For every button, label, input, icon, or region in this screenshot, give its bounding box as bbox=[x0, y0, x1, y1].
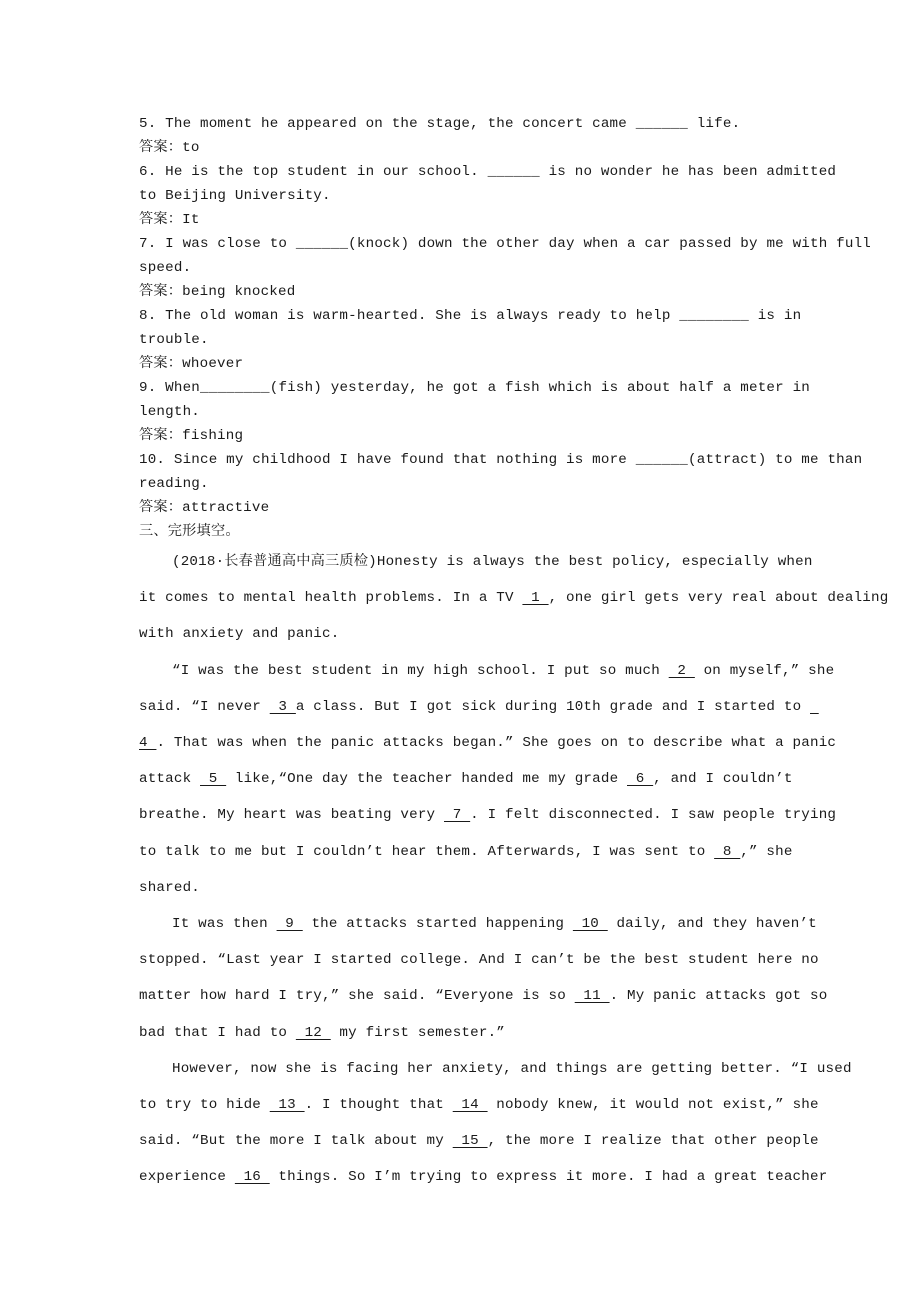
answer-value: attractive bbox=[182, 500, 270, 516]
question-8 bbox=[139, 306, 801, 326]
answer-value: to bbox=[182, 140, 200, 156]
question-text: is in bbox=[749, 308, 802, 324]
passage-text: daily, and they haven’t bbox=[607, 916, 817, 932]
passage-text: , and I couldn’t bbox=[653, 771, 793, 788]
passage-text: things. So I’m trying to express it more. I had a great teacher bbox=[269, 1169, 828, 1186]
blank: ______ bbox=[295, 236, 349, 252]
passage-text: , the more I realize that other people bbox=[487, 1133, 819, 1150]
answer-label: 答案： bbox=[139, 284, 183, 300]
passage-text: a class. But I got sick during 10th grade and I started to bbox=[295, 698, 810, 715]
question-text: I was close to bbox=[156, 236, 296, 252]
question-number: 9. bbox=[139, 380, 157, 396]
passage-line bbox=[139, 842, 793, 862]
passage-text: . My panic attacks got so bbox=[609, 988, 828, 1005]
passage-text: (2018·长春普通高中高三质检)Honesty is always the best policy, especially when bbox=[172, 554, 813, 570]
question-10-cont: reading. bbox=[139, 476, 209, 492]
cloze-blank: 5 bbox=[200, 771, 227, 788]
passage-line bbox=[139, 805, 836, 825]
question-text: The moment he appeared on the stage, the concert came bbox=[156, 116, 636, 132]
passage-text: said. “I never bbox=[139, 698, 270, 715]
passage-text: attack bbox=[139, 771, 200, 788]
passage-text: with anxiety and panic. bbox=[139, 626, 340, 643]
answer-value: It bbox=[182, 212, 200, 228]
answer-value: being knocked bbox=[182, 284, 296, 300]
question-number: 5. bbox=[139, 116, 157, 132]
passage-line bbox=[139, 1023, 505, 1043]
passage-text: “I was the best student in my high school. I put so much bbox=[172, 662, 669, 679]
question-text: life. bbox=[688, 116, 741, 132]
passage-text: to talk to me but I couldn’t hear them. Afterwards, I was sent to bbox=[139, 843, 715, 860]
passage-line bbox=[139, 878, 200, 898]
section-title: 三、完形填空。 bbox=[139, 524, 240, 540]
passage-text: my first semester.” bbox=[330, 1024, 505, 1041]
passage-text: It was then bbox=[172, 916, 277, 932]
cloze-blank: 15 bbox=[452, 1133, 488, 1150]
cloze-blank: 16 bbox=[234, 1169, 270, 1186]
answer-10 bbox=[139, 498, 269, 518]
answer-label: 答案： bbox=[139, 212, 183, 228]
cloze-blank: 14 bbox=[452, 1097, 488, 1113]
question-number: 7. bbox=[139, 236, 157, 252]
cloze-blank: 9 bbox=[276, 916, 303, 932]
passage-text: , one girl gets very real about dealing bbox=[548, 590, 889, 607]
cloze-blank bbox=[810, 699, 819, 715]
passage-line bbox=[139, 1095, 819, 1115]
cloze-blank: 1 bbox=[522, 590, 549, 607]
passage-text: . I felt disconnected. I saw people trying bbox=[470, 807, 837, 824]
question-number: 6. bbox=[139, 164, 157, 180]
blank: ______ bbox=[635, 116, 688, 132]
cloze-blank: 12 bbox=[295, 1024, 331, 1041]
question-text: (knock) down the other day when a car passed by me with full bbox=[348, 236, 872, 252]
passage-line bbox=[172, 661, 834, 681]
answer-6 bbox=[139, 210, 200, 230]
answer-value: fishing bbox=[182, 428, 244, 444]
cloze-blank: 4 bbox=[139, 735, 157, 751]
passage-text: matter how hard I try,” she said. “Everyone is so bbox=[139, 988, 575, 1005]
blank: ______ bbox=[635, 452, 689, 468]
passage-text: experience bbox=[139, 1169, 235, 1186]
passage-line bbox=[139, 1167, 827, 1187]
answer-label: 答案： bbox=[139, 500, 183, 516]
question-8-cont: trouble. bbox=[139, 332, 209, 348]
passage-text: bad that I had to bbox=[139, 1024, 296, 1041]
passage-text: like,“One day the teacher handed me my grade bbox=[226, 771, 627, 788]
passage-text: stopped. “Last year I started college. And I can’t be the best student here no bbox=[139, 952, 819, 969]
cloze-blank: 7 bbox=[444, 807, 471, 824]
question-text: The old woman is warm-hearted. She is always ready to help bbox=[156, 308, 680, 324]
passage-text: it comes to mental health problems. In a TV bbox=[139, 590, 523, 607]
cloze-blank: 3 bbox=[269, 698, 296, 715]
passage-line bbox=[172, 914, 817, 934]
cloze-blank: 11 bbox=[574, 988, 610, 1005]
passage-line bbox=[139, 1131, 819, 1151]
passage-text: nobody knew, it would not exist,” she bbox=[487, 1097, 819, 1113]
passage-line bbox=[139, 769, 793, 789]
answer-label: 答案： bbox=[139, 356, 183, 372]
cloze-blank: 13 bbox=[269, 1097, 305, 1113]
question-6 bbox=[139, 162, 836, 182]
question-text: (fish) yesterday, he got a fish which is about half a meter in bbox=[269, 380, 810, 396]
question-number: 8. bbox=[139, 308, 157, 324]
passage-text: on myself,” she bbox=[694, 662, 835, 679]
question-text: He is the top student in our school. bbox=[156, 164, 488, 180]
passage-text: ,” she bbox=[740, 843, 793, 860]
question-5 bbox=[139, 114, 740, 134]
question-9 bbox=[139, 378, 810, 398]
question-7-cont: speed. bbox=[139, 260, 192, 276]
cloze-blank: 10 bbox=[572, 916, 608, 932]
question-text: Since my childhood I have found that nothing is more bbox=[165, 452, 636, 468]
blank: ________ bbox=[679, 308, 749, 324]
answer-label: 答案： bbox=[139, 428, 183, 444]
answer-5 bbox=[139, 138, 200, 158]
passage-line bbox=[139, 950, 819, 970]
answer-label: 答案： bbox=[139, 140, 183, 156]
cloze-blank: 8 bbox=[714, 843, 741, 860]
question-7 bbox=[139, 234, 871, 254]
passage-text: However, now she is facing her anxiety, and things are getting better. “I used bbox=[172, 1060, 852, 1077]
cloze-blank: 2 bbox=[668, 662, 695, 679]
passage-line bbox=[139, 986, 827, 1006]
passage-line bbox=[139, 624, 339, 644]
blank: ________ bbox=[200, 380, 270, 396]
question-text: is no wonder he has been admitted bbox=[539, 164, 837, 180]
blank: ______ bbox=[487, 164, 540, 180]
passage-text: to try to hide bbox=[139, 1097, 270, 1113]
question-6-cont: to Beijing University. bbox=[139, 188, 331, 204]
answer-7 bbox=[139, 282, 295, 302]
answer-9 bbox=[139, 426, 243, 446]
passage-text: . That was when the panic attacks began.” She goes on to describe what a panic bbox=[156, 735, 837, 751]
passage-text: shared. bbox=[139, 879, 200, 896]
passage-text: the attacks started happening bbox=[302, 916, 573, 932]
passage-line bbox=[139, 697, 819, 717]
question-text: (attract) to me than bbox=[688, 452, 863, 468]
answer-8 bbox=[139, 354, 243, 374]
passage-line bbox=[172, 552, 813, 572]
passage-text: said. “But the more I talk about my bbox=[139, 1133, 453, 1150]
passage-text: breathe. My heart was beating very bbox=[139, 807, 444, 824]
passage-line bbox=[139, 733, 836, 753]
passage-line bbox=[172, 1059, 852, 1079]
cloze-blank: 6 bbox=[627, 771, 654, 788]
question-9-cont: length. bbox=[139, 404, 200, 420]
passage-line bbox=[139, 588, 888, 608]
question-10 bbox=[139, 450, 862, 470]
passage-text: . I thought that bbox=[304, 1097, 453, 1113]
question-text: When bbox=[156, 380, 201, 396]
question-number: 10. bbox=[139, 452, 166, 468]
answer-value: whoever bbox=[182, 356, 244, 372]
